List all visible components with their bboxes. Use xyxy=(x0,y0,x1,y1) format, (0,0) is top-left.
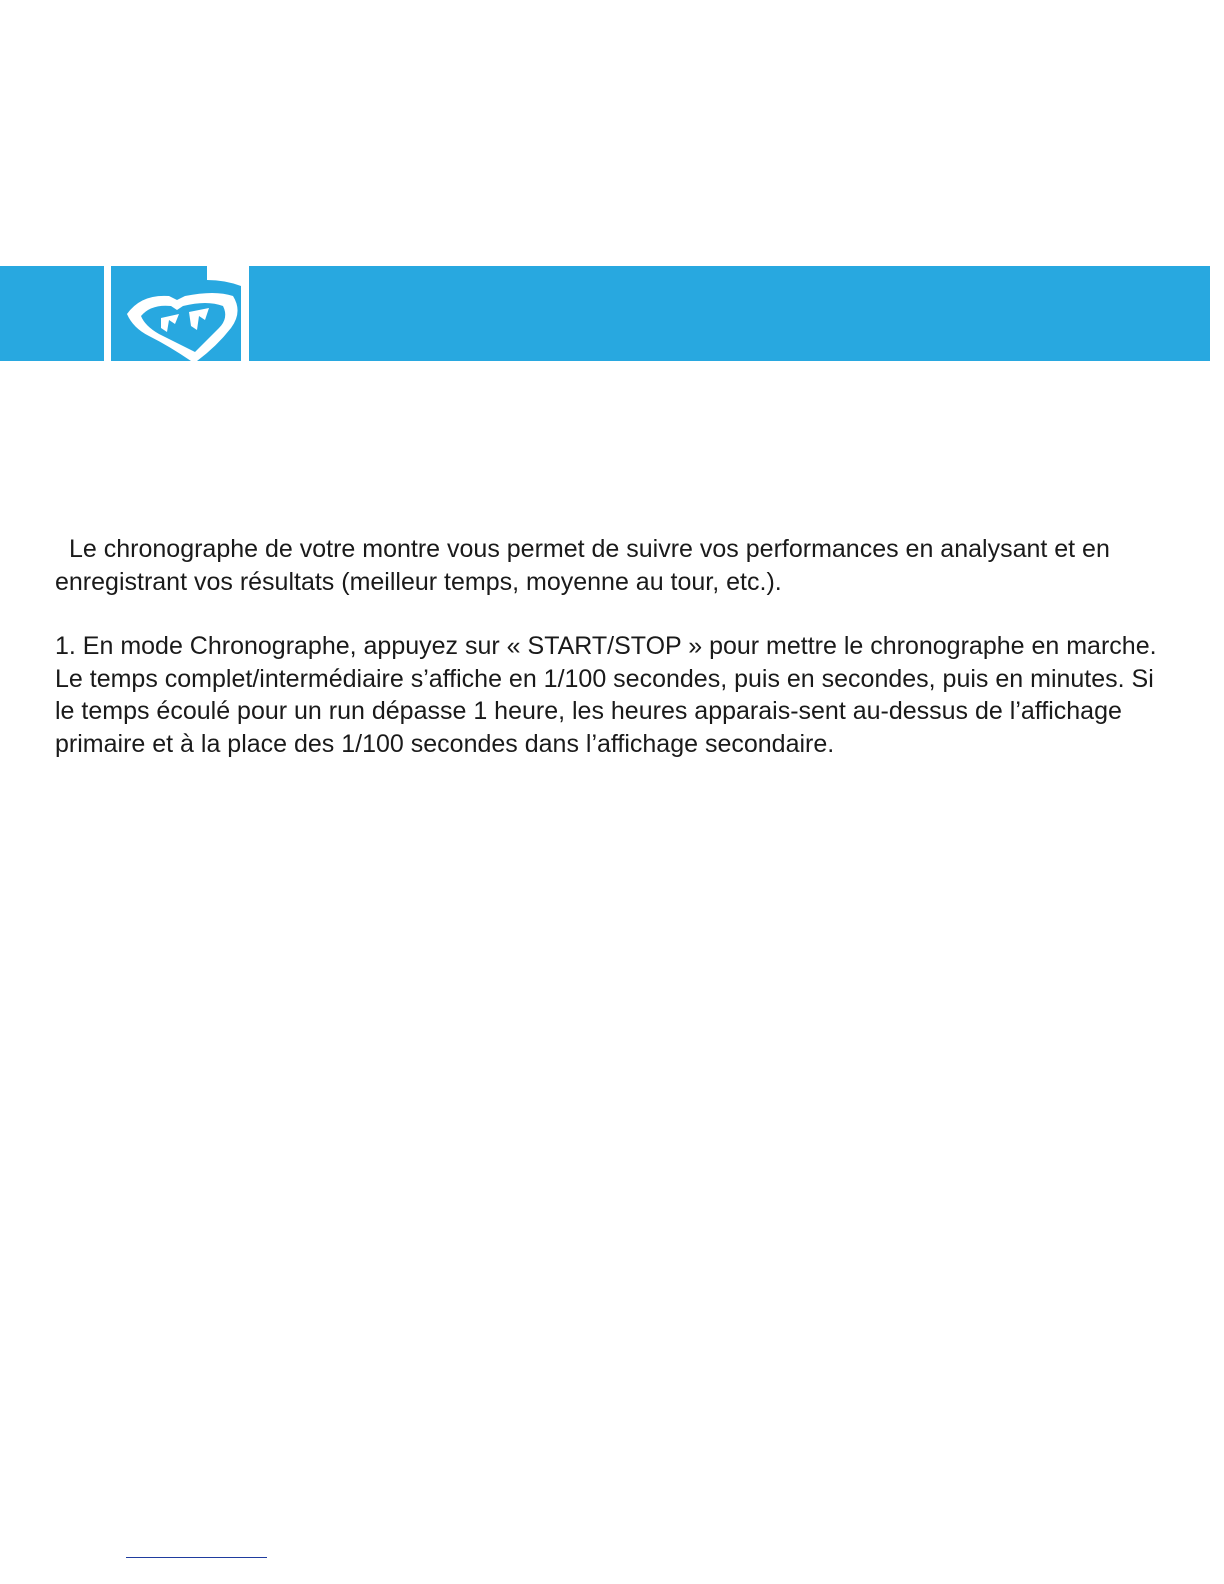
brand-logo xyxy=(111,266,241,361)
footer-rule xyxy=(126,1557,267,1558)
intro-paragraph: Le chronographe de votre montre vous permet de suivre vos performances en analysant et en enregistrant vos résultats (meilleur temps, moyenne au tour, etc.). xyxy=(55,535,1110,596)
header-band-right xyxy=(249,266,1210,361)
header-band-left xyxy=(0,266,104,361)
heart-logo-icon xyxy=(111,266,241,361)
step-1-paragraph: 1. En mode Chronographe, appuyez sur « START/STOP » pour mettre le chronographe en marche. Le temps complet/intermédiaire s’affiche en 1/100 secondes, puis en secondes, puis en minutes. Si le temps écoulé pour un run dépasse 1 heure, les heures apparais-sent au-dessus de l’affichage primaire et à la place des 1/100 secondes dans l’affichage secondaire. xyxy=(55,632,1157,758)
